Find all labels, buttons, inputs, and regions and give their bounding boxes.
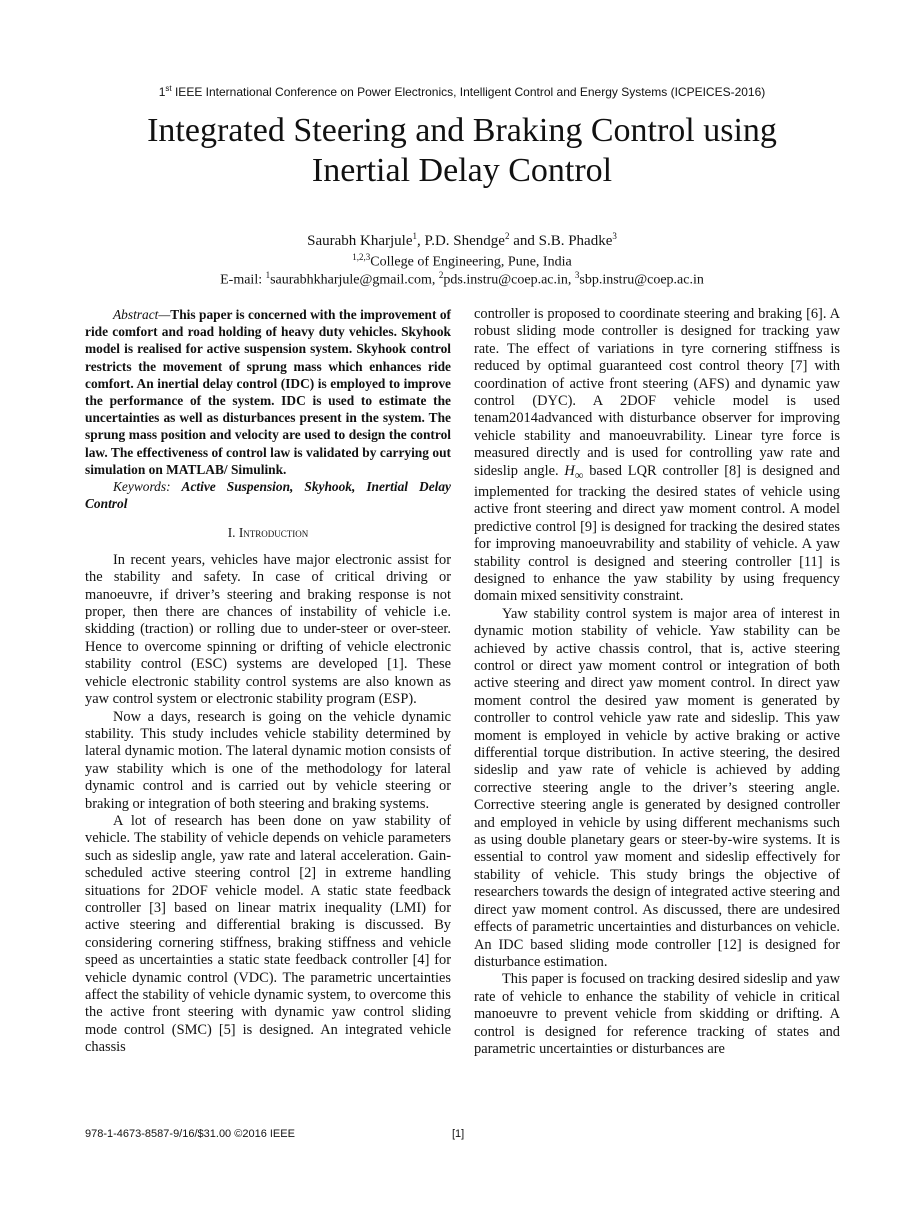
- email-label: E-mail:: [220, 272, 266, 288]
- author-sep: and: [509, 233, 539, 249]
- email-3[interactable]: sbp.instru@coep.ac.in: [579, 272, 704, 288]
- abstract-text: This paper is concerned with the improvement of ride comfort and road holding of heavy duty vehicles. Skyhook model is realised for active suspension system. Skyhook control restricts the movement of sprung mass which enhances ride comfort. An inertial delay control (IDC) is employed to improve the performance of the system. IDC is used to estimate the uncertainties as well as disturbances present in the system. The sprung mass position and velocity are used to design the control law. The effectiveness of control law is validated by carrying out simulation on MATLAB/ Simulink.: [85, 307, 451, 477]
- paragraph: In recent years, vehicles have major electronic assist for the stability and safety. In case of critical driving or manoeuvre, if driver’s steering and braking response is not proper, then there are chances of instability of vehicle i.e. skidding (traction) or rolling due to under-steer or over-steer. Hence to overcome spinning or drifting of vehicle electronic stability control (ESC) systems are developed [1]. These vehicle electronic stability control systems are also known as yaw control system or electronic stability program (ESP).: [85, 551, 451, 708]
- affiliation: [0, 252, 924, 271]
- keywords-text: Active Suspension, Skyhook, Inertial Delay Control: [85, 479, 451, 512]
- author-2: P.D. Shendge: [424, 233, 505, 249]
- keywords-label: Keywords:: [113, 479, 182, 495]
- abstract: [85, 306, 451, 478]
- conference-superscript: st: [165, 84, 172, 93]
- paragraph: Now a days, research is going on the vehicle dynamic stability. This study includes vehicle stability determined by lateral dynamic motion. The lateral dynamic motion consists of yaw stability which is one of the methodology for lateral dynamic control and is carried out by vehicle steering or braking or integration of both steering and braking systems.: [85, 708, 451, 812]
- author-2-sup: 2: [504, 231, 510, 241]
- section-heading-introduction: I. Introduction: [227, 525, 309, 541]
- affiliation-sup: 1,2,3: [352, 252, 371, 262]
- title-line-2: Inertial Delay Control: [311, 152, 613, 189]
- author-sep: ,: [417, 233, 425, 249]
- paragraph-text: based LQR controller [8] is designed and implemented for tracking the desired states of vehicle using active front steering and direct yaw moment control. A model predictive control [9] is designed for tracking the desired states for improving manoeuvrability and stability of vehicle. A yaw stability control is designed and steering controller [11] is designed to enhance the yaw stability by using frequency domain mixed sensitivity constraint.: [474, 462, 840, 605]
- copyright-footer: 978-1-4673-8587-9/16/$31.00 ©2016 IEEE: [85, 1128, 295, 1140]
- math-h-symbol: H: [564, 462, 575, 479]
- author-1: Saurabh Kharjule: [307, 233, 413, 249]
- email-3-sup: 3: [574, 270, 580, 280]
- keywords: [85, 478, 451, 512]
- math-infinity-subscript: ∞: [574, 467, 584, 482]
- page-number: [1]: [452, 1128, 465, 1140]
- email-2[interactable]: pds.instru@coep.ac.in,: [443, 272, 575, 288]
- left-column: [85, 306, 451, 1057]
- paragraph-text: controller is proposed to coordinate steering and braking [6]. A robust sliding mode controller is designed for tracking yaw rate. The effect of variations in tyre cornering stiffness is reduced by optimal guaranteed cost control theory [7] with coordination of active front steering (AFS) and dynamic yaw control (DYC). A 2DOF vehicle model is used tenam2014advanced with disturbance observer for improving vehicle stability and manoeuvrability. Linear tyre force is measured directly and is used for controlling yaw rate and sideslip angle.: [474, 306, 840, 479]
- right-column: [474, 306, 840, 1058]
- conference-number: 1: [158, 85, 166, 99]
- paragraph-continued: [474, 306, 840, 606]
- email-line: [0, 270, 924, 289]
- paragraph: A lot of research has been done on yaw stability of vehicle. The stability of vehicle depends on vehicle parameters such as sideslip angle, yaw rate and lateral acceleration. Gain-scheduled active steering control [2] in extreme handling situations for 2DOF vehicle model. A static state feedback controller [3] based on linear matrix inequality (LMI) for active steering and differential braking is discussed. By considering cornering stiffness, braking stiffness and vehicle speed as uncertainties a static state feedback controller [4] for vehicle dynamic control (VDC). The parametric uncertainties affect the stability of vehicle dynamic system, to overcome this the active front steering with dynamic yaw control sliding mode control (SMC) [5] is designed. An integrated vehicle chassis: [85, 812, 451, 1056]
- author-3: S.B. Phadke: [538, 233, 613, 249]
- paragraph: This paper is focused on tracking desired sideslip and yaw rate of vehicle to enhance the stability of vehicle in critical manoeuvre to prevent vehicle from skidding or drifting. A control is designed for reference tracking of states and parametric uncertainties or disturbances are: [474, 971, 840, 1057]
- paragraph: Yaw stability control system is major area of interest in dynamic motion stability of vehicle. Yaw stability can be achieved by active chassis control, that is, active steering control or direct yaw moment control or integration of both active steering and direct yaw moment control. In direct yaw moment control the desired yaw moment is generated by controller to control vehicle yaw rate and sideslip. This yaw moment is employed in vehicle by active braking or active differential torque distribution. In active steering, the desired sideslip and yaw rate of vehicle is achieved by adding corrective steering angle to the driver’s steering angle. Corrective steering angle is generated by designed controller and employed in vehicle by using different mechanisms such as using double planetary gears or steer-by-wire systems. It is essential to control yaw moment and sideslip effectively for stability of vehicle. This study brings the objective of researchers towards the design of integrated active steering and direct yaw moment control. As discussed, there are undesired effects of parametric uncertainties and disturbances on vehicle. An IDC based sliding mode controller [12] is designed for disturbance estimation.: [474, 605, 840, 970]
- author-3-sup: 3: [612, 231, 617, 241]
- email-1-sup: 1: [265, 270, 271, 280]
- email-1[interactable]: saurabhkharjule@gmail.com,: [270, 272, 439, 288]
- author-1-sup: 1: [412, 231, 418, 241]
- email-2-sup: 2: [438, 270, 444, 280]
- title-line-1: Integrated Steering and Braking Control using: [147, 112, 777, 149]
- author-list: [0, 231, 924, 250]
- conference-name: IEEE International Conference on Power Electronics, Intelligent Control and Energy Systems (ICPEICES-2016): [171, 85, 766, 99]
- paper-title: [80, 111, 844, 191]
- conference-header: [0, 84, 924, 99]
- abstract-label: Abstract—: [113, 307, 171, 322]
- affiliation-text: College of Engineering, Pune, India: [370, 254, 572, 270]
